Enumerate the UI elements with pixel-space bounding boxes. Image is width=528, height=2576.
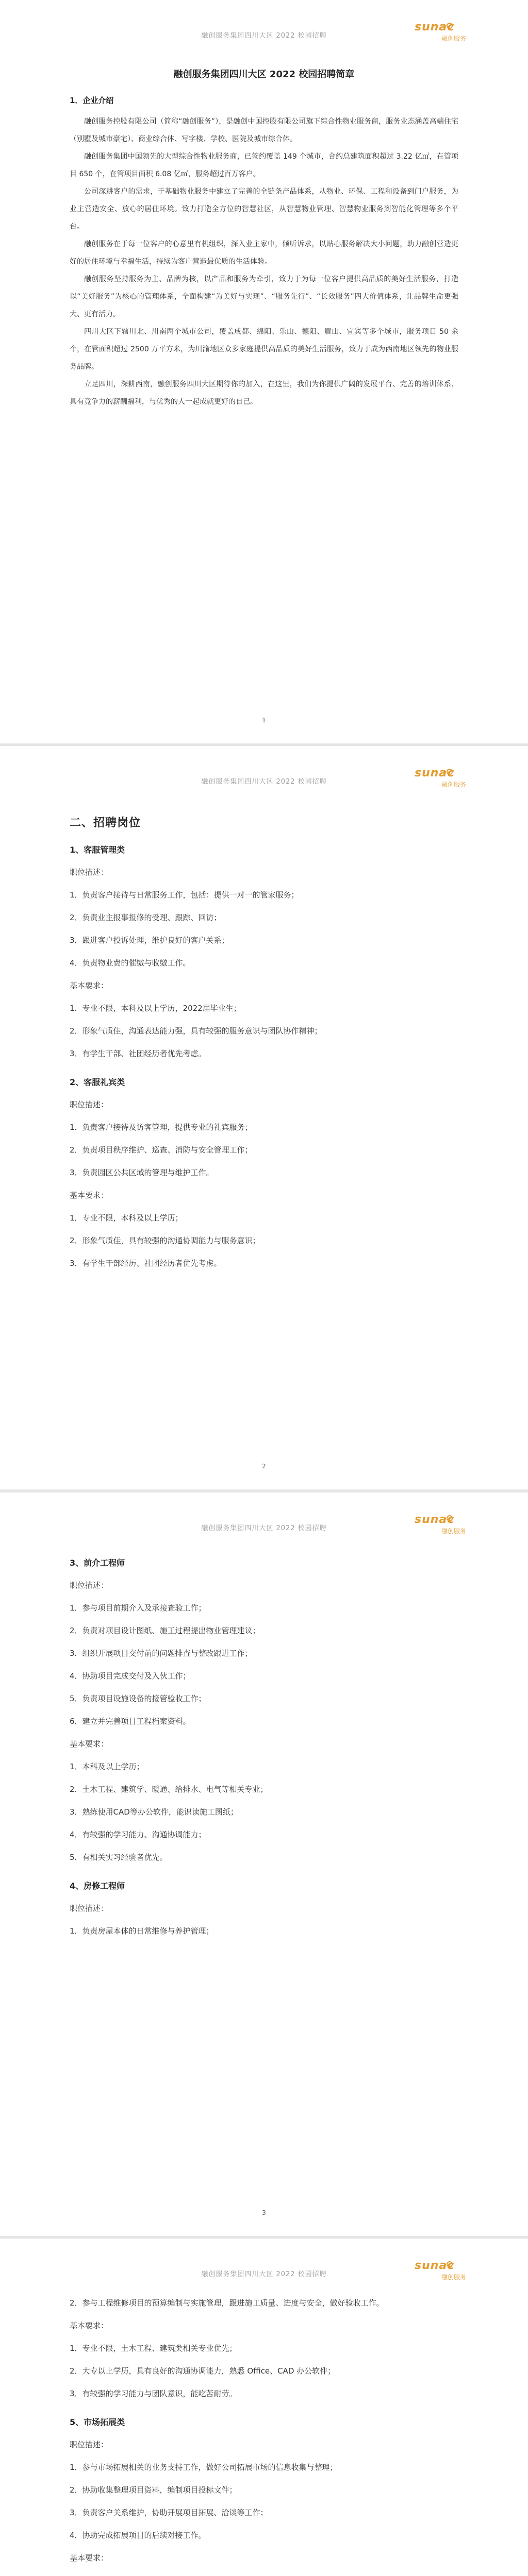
page-body — [70, 2295, 458, 2576]
duty-item: 4．协助完成拓展项目的后续对接工作。 — [70, 2531, 206, 2540]
requirement-item: 3．有较强的学习能力与团队意识，能吃苦耐劳。 — [70, 2389, 237, 2398]
logo-subtitle: 融创服务 — [441, 781, 466, 788]
sunac-logo — [415, 1513, 466, 1536]
duty-item: 2．协助收集整理项目资料，编制项目投标文件； — [70, 2485, 237, 2495]
duty-item: 3．组织开展项目交付前的问题排查与整改跟进工作； — [70, 1649, 253, 1658]
duty-label: 职位描述： — [70, 1581, 109, 1590]
requirement-item: 1．专业不限，本科及以上学历； — [70, 1213, 183, 1223]
duty-item: 2．负责业主报事报修的受理、跟踪、回访； — [70, 913, 222, 922]
page-header — [0, 1493, 528, 1549]
duty-item: 1．负责房屋本体的日常维修与养护管理； — [70, 1926, 214, 1936]
requirement-item: 2．大专以上学历，具有良好的沟通协调能力，熟悉 Office、CAD 办公软件； — [70, 2366, 336, 2376]
logo-subtitle: 融创服务 — [441, 2274, 466, 2281]
duty-item: 1．负责客户接待与日常服务工作，包括：提供一对一的管家服务； — [70, 890, 299, 900]
document-page-1 — [0, 0, 528, 743]
intro-paragraph: 公司深耕客户的需求，于基础物业服务中建立了完善的全链条产品体系，从物业、环保、工程和设备到门户服务，为业主营造安全、放心的居住环境。致力打造全方位的智慧社区，从智慧物业管理、智慧物业服务到智能化管理等多个平台。 — [70, 188, 458, 231]
logo-text: sunac — [415, 767, 455, 779]
page-body — [70, 803, 458, 1278]
requirement-item: 5．有相关实习经验者优先。 — [70, 1853, 168, 1862]
requirement-label: 基本要求： — [70, 1191, 109, 1200]
requirement-item: 3．熟练使用CAD等办公软件，能识读施工图纸； — [70, 1807, 238, 1817]
duty-item: 1．参与市场拓展相关的业务支持工作，做好公司拓展市场的信息收集与整理； — [70, 2463, 338, 2472]
logo-text: sunac — [415, 21, 455, 33]
page-number: 3 — [262, 2209, 266, 2216]
requirement-item: 1．专业不限，本科及以上学历，2022届毕业生； — [70, 1004, 241, 1013]
requirement-item: 3．有学生干部、社团经历者优先考虑。 — [70, 1049, 206, 1058]
intro-paragraph: 融创服务控股有限公司（简称“融创服务”），是融创中国控股有限公司旗下综合性物业服务商，服务业态涵盖高端住宅（别墅及城市豪宅）、商业综合体、写字楼、学校、医院及城市综合体。 — [70, 117, 458, 143]
requirement-label: 基本要求： — [70, 2321, 109, 2330]
logo-subtitle: 融创服务 — [441, 35, 466, 42]
duty-label: 职位描述： — [70, 2440, 109, 2449]
logo-text: sunac — [415, 2259, 455, 2272]
duty-item: 1．参与项目前期介入及承接查验工作； — [70, 1603, 206, 1613]
requirement-label: 基本要求： — [70, 1739, 109, 1749]
job-title-housekeeper: 1、客服管理类 — [70, 845, 125, 855]
page-number: 2 — [262, 1463, 266, 1470]
duty-item: 3．负责园区公共区域的管理与维护工作。 — [70, 1168, 214, 1177]
page-header — [0, 0, 528, 57]
duty-label: 职位描述： — [70, 1100, 109, 1109]
document-title: 融创服务集团四川大区 2022 校园招聘简章 — [173, 69, 355, 80]
logo-subtitle: 融创服务 — [441, 1528, 466, 1535]
header-title: 融创服务集团四川大区 2022 校园招聘 — [201, 2270, 327, 2278]
job-title-asset: 4、房修工程师 — [70, 1881, 125, 1891]
page-body — [70, 57, 458, 411]
page-body — [70, 1549, 458, 1946]
duty-item: 2．参与工程维修项目的预算编制与实施管理，跟进施工质量、进度与安全，做好验收工作。 — [70, 2298, 384, 2308]
requirement-item: 2．形象气质佳，具有较强的沟通协调能力与服务意识； — [70, 1236, 260, 1245]
sunac-logo — [415, 21, 466, 43]
duty-item: 5．负责项目设施设备的接管验收工作； — [70, 1694, 206, 1703]
duty-label: 职位描述： — [70, 1904, 109, 1913]
duty-item: 1．负责客户接待及访客管理，提供专业的礼宾服务； — [70, 1123, 253, 1132]
logo-mark-icon — [447, 23, 453, 29]
requirement-label: 基本要求： — [70, 981, 109, 990]
requirement-item: 2．形象气质佳，沟通表达能力强，具有较强的服务意识与团队协作精神； — [70, 1026, 322, 1036]
job-title-ops: 2、客服礼宾类 — [70, 1077, 125, 1087]
intro-paragraph: 融创服务集团中国领先的大型综合性物业服务商，已签约覆盖 149 个城市，合约总建筑面积超过 3.22 亿㎡，在管项目 650 个，在管项目面积 6.08 亿㎡，服务超过百万客户。 — [70, 152, 458, 178]
header-title: 融创服务集团四川大区 2022 校园招聘 — [201, 32, 327, 40]
document-page-4 — [0, 2239, 528, 2576]
logo-mark-icon — [447, 1515, 453, 1521]
header-title: 融创服务集团四川大区 2022 校园招聘 — [201, 778, 327, 786]
requirement-item — [70, 2573, 458, 2576]
logo-mark-icon — [447, 2261, 453, 2267]
document-page-2 — [0, 746, 528, 1489]
page-header — [0, 2239, 528, 2295]
header-title: 融创服务集团四川大区 2022 校园招聘 — [201, 1524, 327, 1532]
duty-item: 3．跟进客户投诉处理，维护良好的客户关系； — [70, 936, 229, 945]
intro-paragraph: 融创服务在于每一位客户的心意里有机组织，深入业主家中，倾听诉求，以贴心服务解决大小问题，助力融创营造更好的居住环境与幸福生活，持续为客户营造最优质的生活体验。 — [70, 240, 458, 266]
section-heading-recruit: 二、招聘岗位 — [70, 817, 141, 829]
intro-paragraph: 融创服务坚持服务为主、品牌为核，以产品和服务为牵引，致力于为每一位客户提供高品质的美好生活服务，打造以“美好服务”为核心的管理体系，全面构建“为美好与实现”、“服务先行”、“长效服务”四大价值体系，让品牌生命更强大、更有活力。 — [70, 275, 458, 318]
job-title-market: 5、市场拓展类 — [70, 2417, 125, 2427]
logo-mark-icon — [447, 769, 453, 775]
duty-item: 6．建立并完善项目工程档案资料。 — [70, 1717, 191, 1726]
intro-paragraph: 四川大区下辖川北、川南两个城市公司，覆盖成都、绵阳、乐山、德阳、眉山、宜宾等多个城市，服务项目 50 余个，在管面积超过 2500 万平方米，为川渝地区众多家庭提供高品质的美好生活服务，致力于成为西南地区领先的物业服务品牌。 — [70, 328, 458, 371]
section-heading-intro: 1．企业介绍 — [70, 96, 114, 105]
requirement-item: 2．土木工程、建筑学、暖通、给排水、电气等相关专业； — [70, 1785, 268, 1794]
requirement-label: 基本要求： — [70, 2553, 109, 2563]
intro-paragraph: 立足四川，深耕西南，融创服务四川大区期待你的加入，在这里，我们为你提供广阔的发展平台、完善的培训体系、具有竞争力的薪酬福利，与优秀的人一起成就更好的自己。 — [70, 380, 458, 406]
duty-item: 2．负责项目秩序维护、巡查、消防与安全管理工作； — [70, 1145, 253, 1155]
logo-text: sunac — [415, 1513, 455, 1526]
requirement-item: 3．有学生干部经历、社团经历者优先考虑。 — [70, 1259, 222, 1268]
job-title-engineer: 3、前介工程师 — [70, 1558, 125, 1568]
duty-item: 4．协助项目完成交付及入伙工作； — [70, 1671, 191, 1681]
document-page-3 — [0, 1493, 528, 2236]
requirement-item: 4．有较强的学习能力、沟通协调能力； — [70, 1830, 206, 1839]
duty-item: 3．负责客户关系维护，协助开展项目拓展、洽谈等工作； — [70, 2508, 268, 2517]
requirement-item: 1．专业不限，土木工程、建筑类相关专业优先； — [70, 2344, 237, 2353]
sunac-logo — [415, 767, 466, 789]
requirement-item: 1．本科及以上学历； — [70, 1762, 144, 1771]
page-header — [0, 746, 528, 803]
duty-item: 4．负责物业费的催缴与收缴工作。 — [70, 958, 191, 968]
duty-label: 职位描述： — [70, 868, 109, 877]
duty-item: 2．负责对项目设计图纸、施工过程提出物业管理建议； — [70, 1626, 260, 1635]
page-number: 1 — [262, 717, 266, 724]
sunac-logo — [415, 2259, 466, 2282]
